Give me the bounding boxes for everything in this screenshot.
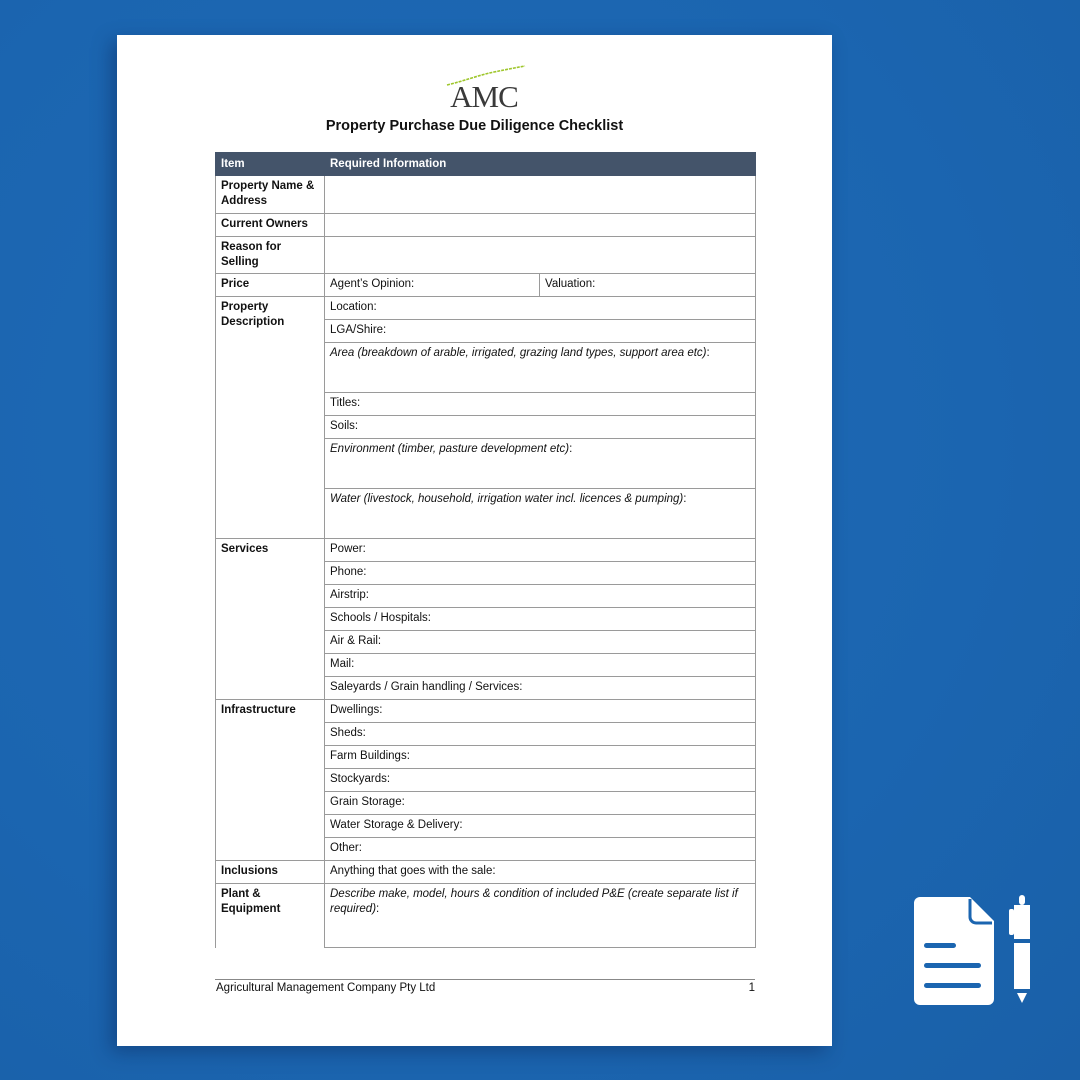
field-reason-for-selling[interactable]: [325, 237, 756, 274]
field-saleyards[interactable]: Saleyards / Grain handling / Services:: [325, 677, 756, 700]
table-row: [216, 176, 756, 214]
page-number: 1: [748, 982, 755, 994]
item-inclusions: Inclusions: [216, 861, 325, 884]
field-water[interactable]: Water (livestock, household, irrigation water incl. licences & pumping):: [325, 489, 756, 539]
field-grain-storage[interactable]: Grain Storage:: [325, 792, 756, 815]
field-area[interactable]: Area (breakdown of arable, irrigated, grazing land types, support area etc):: [325, 343, 756, 393]
header-item: Item: [216, 153, 325, 176]
field-current-owners[interactable]: [325, 214, 756, 237]
item-plant-equipment: Plant & Equipment: [216, 884, 325, 948]
checklist-table: [215, 152, 756, 948]
field-environment[interactable]: Environment (timber, pasture development etc):: [325, 439, 756, 489]
table-row: [216, 884, 756, 948]
footer-divider: [215, 979, 755, 980]
field-mail[interactable]: Mail:: [325, 654, 756, 677]
item-price: Price: [216, 274, 325, 297]
item-infrastructure: Infrastructure: [216, 700, 325, 861]
item-services: Services: [216, 539, 325, 700]
field-schools-hospitals[interactable]: Schools / Hospitals:: [325, 608, 756, 631]
field-dwellings[interactable]: Dwellings:: [325, 700, 756, 723]
svg-text:AMC: AMC: [450, 79, 518, 113]
table-row: [216, 297, 756, 320]
field-property-name[interactable]: [325, 176, 756, 214]
field-farm-buildings[interactable]: Farm Buildings:: [325, 746, 756, 769]
field-phone[interactable]: Phone:: [325, 562, 756, 585]
field-sheds[interactable]: Sheds:: [325, 723, 756, 746]
field-power[interactable]: Power:: [325, 539, 756, 562]
item-property-description: Property Description: [216, 297, 325, 539]
field-airstrip[interactable]: Airstrip:: [325, 585, 756, 608]
document-title: Property Purchase Due Diligence Checklist: [325, 118, 624, 134]
field-stockyards[interactable]: Stockyards:: [325, 769, 756, 792]
item-reason-for-selling: Reason for Selling: [216, 237, 325, 274]
document-page: [117, 35, 832, 1046]
table-row: [216, 237, 756, 274]
amc-logo: [439, 63, 529, 113]
field-air-rail[interactable]: Air & Rail:: [325, 631, 756, 654]
field-location[interactable]: Location:: [325, 297, 756, 320]
document-pen-badge: [912, 895, 1032, 1007]
field-lga-shire[interactable]: LGA/Shire:: [325, 320, 756, 343]
pen-icon: [1009, 895, 1030, 1003]
document-icon: [914, 897, 994, 1005]
table-row: [216, 700, 756, 723]
table-row: [216, 539, 756, 562]
item-current-owners: Current Owners: [216, 214, 325, 237]
field-soils[interactable]: Soils:: [325, 416, 756, 439]
field-inclusions[interactable]: Anything that goes with the sale:: [325, 861, 756, 884]
field-plant-equipment[interactable]: Describe make, model, hours & condition of included P&E (create separate list if required):: [325, 884, 756, 948]
field-other[interactable]: Other:: [325, 838, 756, 861]
table-row: [216, 861, 756, 884]
field-agents-opinion[interactable]: Agent’s Opinion:: [325, 274, 540, 297]
footer-company: Agricultural Management Company Pty Ltd: [216, 982, 436, 994]
item-property-name: Property Name & Address: [216, 176, 325, 214]
table-row: [216, 214, 756, 237]
table-header-row: [216, 153, 756, 176]
field-water-storage[interactable]: Water Storage & Delivery:: [325, 815, 756, 838]
field-valuation[interactable]: Valuation:: [540, 274, 756, 297]
header-required-information: Required Information: [325, 153, 756, 176]
field-titles[interactable]: Titles:: [325, 393, 756, 416]
table-row: [216, 274, 756, 297]
